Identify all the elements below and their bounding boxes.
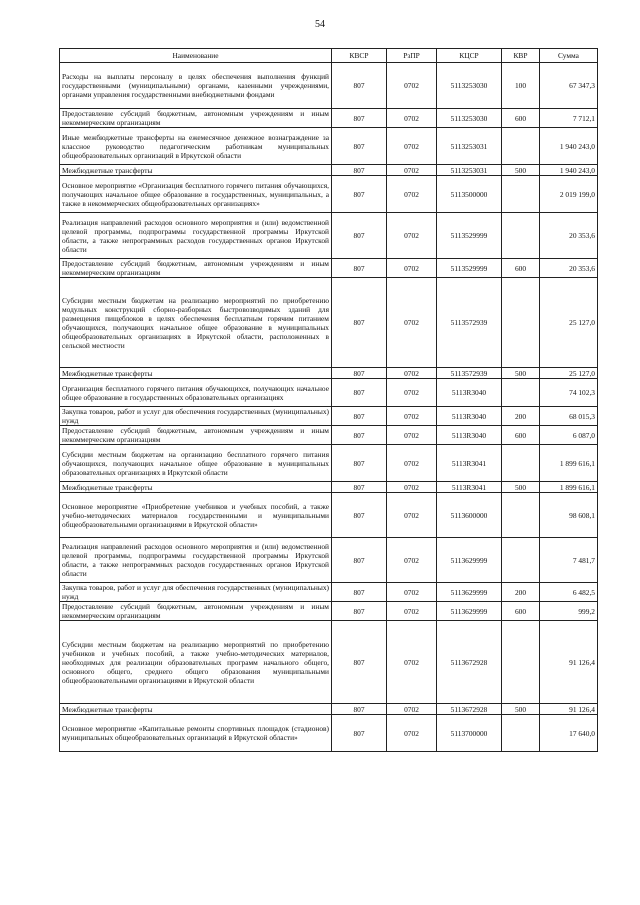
table-row	[60, 278, 598, 368]
cell-name: Предоставление субсидий бюджетным, автономным учреждениям и иным некоммерческим организациям	[60, 259, 332, 278]
cell-sum: 74 102,3	[540, 379, 598, 407]
cell-name: Реализация направлений расходов основного мероприятия и (или) ведомственной целевой программы, подпрограммы государственной программы Иркутской области, а также непрограммных расходов государственных органов Иркутской области	[60, 538, 332, 583]
cell-kvr	[502, 715, 540, 752]
cell-name: Межбюджетные трансферты	[60, 165, 332, 176]
cell-sum: 6 087,0	[540, 426, 598, 445]
header-sum: Сумма	[540, 49, 598, 63]
cell-rzpr: 0702	[387, 407, 437, 426]
table-row	[60, 368, 598, 379]
cell-kvr: 200	[502, 407, 540, 426]
cell-name: Межбюджетные трансферты	[60, 368, 332, 379]
cell-kvsr: 807	[332, 445, 387, 482]
cell-sum: 25 127,0	[540, 368, 598, 379]
table-body	[60, 63, 598, 752]
cell-kvsr: 807	[332, 715, 387, 752]
table-row	[60, 407, 598, 426]
cell-rzpr: 0702	[387, 621, 437, 704]
table-row	[60, 538, 598, 583]
header-kvsr: КВСР	[332, 49, 387, 63]
cell-name: Расходы на выплаты персоналу в целях обеспечения выполнения функций государственными (муниципальными) органами, казенными учреждениями, органами управления государственными внебюджетными фондами	[60, 63, 332, 109]
cell-kvr	[502, 493, 540, 538]
table-header-row	[60, 49, 598, 63]
cell-sum: 1 940 243,0	[540, 165, 598, 176]
cell-kvr: 600	[502, 109, 540, 128]
table-row	[60, 109, 598, 128]
cell-rzpr: 0702	[387, 368, 437, 379]
cell-kvsr: 807	[332, 482, 387, 493]
cell-kvsr: 807	[332, 259, 387, 278]
cell-sum: 98 608,1	[540, 493, 598, 538]
table-row	[60, 621, 598, 704]
cell-kvr: 500	[502, 368, 540, 379]
cell-name: Основное мероприятие «Приобретение учебников и учебных пособий, а также учебно-методических материалов государственными и муниципальными общеобразовательными организациями в Иркутской области»	[60, 493, 332, 538]
cell-kvsr: 807	[332, 426, 387, 445]
cell-sum: 20 353,6	[540, 259, 598, 278]
cell-kvsr: 807	[332, 704, 387, 715]
cell-rzpr: 0702	[387, 493, 437, 538]
cell-sum: 68 015,3	[540, 407, 598, 426]
cell-kcsr: 5113572939	[437, 368, 502, 379]
cell-rzpr: 0702	[387, 445, 437, 482]
cell-kvr	[502, 128, 540, 165]
cell-name: Закупка товаров, работ и услуг для обеспечения государственных (муниципальных) нужд	[60, 407, 332, 426]
cell-kvr: 200	[502, 583, 540, 602]
cell-kcsr: 5113253031	[437, 128, 502, 165]
cell-kcsr: 5113R3040	[437, 407, 502, 426]
cell-rzpr: 0702	[387, 426, 437, 445]
table-row	[60, 445, 598, 482]
cell-kvr: 100	[502, 63, 540, 109]
page-number: 54	[315, 19, 325, 30]
cell-kvr	[502, 538, 540, 583]
cell-name: Предоставление субсидий бюджетным, автономным учреждениям и иным некоммерческим организациям	[60, 109, 332, 128]
cell-kvr	[502, 278, 540, 368]
cell-kvsr: 807	[332, 493, 387, 538]
cell-kvsr: 807	[332, 368, 387, 379]
cell-kvr	[502, 379, 540, 407]
table-row	[60, 128, 598, 165]
cell-kvsr: 807	[332, 407, 387, 426]
cell-name: Иные межбюджетные трансферты на ежемесячное денежное вознаграждение за классное руководство педагогическим работникам муниципальных общеобразовательных организаций в Иркутской области	[60, 128, 332, 165]
cell-kcsr: 5113672928	[437, 621, 502, 704]
cell-rzpr: 0702	[387, 602, 437, 621]
cell-name: Закупка товаров, работ и услуг для обеспечения государственных (муниципальных) нужд	[60, 583, 332, 602]
cell-rzpr: 0702	[387, 583, 437, 602]
table-row	[60, 715, 598, 752]
cell-sum: 1 899 616,1	[540, 482, 598, 493]
cell-sum: 2 019 199,0	[540, 176, 598, 213]
cell-kvsr: 807	[332, 583, 387, 602]
table-row	[60, 426, 598, 445]
cell-sum: 91 126,4	[540, 621, 598, 704]
cell-kcsr: 5113253030	[437, 109, 502, 128]
table-row	[60, 213, 598, 259]
header-rzpr: РзПР	[387, 49, 437, 63]
cell-sum: 7 481,7	[540, 538, 598, 583]
cell-kcsr: 5113253030	[437, 63, 502, 109]
cell-rzpr: 0702	[387, 165, 437, 176]
cell-kvr: 500	[502, 704, 540, 715]
cell-name: Межбюджетные трансферты	[60, 482, 332, 493]
cell-kvr: 500	[502, 165, 540, 176]
cell-rzpr: 0702	[387, 278, 437, 368]
cell-kvr: 500	[502, 482, 540, 493]
cell-kcsr: 5113529999	[437, 259, 502, 278]
cell-rzpr: 0702	[387, 213, 437, 259]
cell-kcsr: 5113500000	[437, 176, 502, 213]
cell-kvsr: 807	[332, 379, 387, 407]
cell-kcsr: 5113629999	[437, 583, 502, 602]
cell-kvsr: 807	[332, 621, 387, 704]
cell-kvr	[502, 176, 540, 213]
cell-kvr	[502, 445, 540, 482]
cell-kcsr: 5113700000	[437, 715, 502, 752]
cell-name: Реализация направлений расходов основного мероприятия и (или) ведомственной целевой программы, подпрограммы государственной программы Иркутской области, а также непрограммных расходов государственных органов Иркутской области	[60, 213, 332, 259]
table-row	[60, 602, 598, 621]
cell-sum: 999,2	[540, 602, 598, 621]
cell-name: Основное мероприятие «Капитальные ремонты спортивных площадок (стадионов) муниципальных общеобразовательных организаций в Иркутской области»	[60, 715, 332, 752]
cell-rzpr: 0702	[387, 63, 437, 109]
cell-kvsr: 807	[332, 213, 387, 259]
cell-sum: 17 640,0	[540, 715, 598, 752]
cell-rzpr: 0702	[387, 128, 437, 165]
cell-kcsr: 5113629999	[437, 538, 502, 583]
cell-name: Предоставление субсидий бюджетным, автономным учреждениям и иным некоммерческим организациям	[60, 426, 332, 445]
cell-kvsr: 807	[332, 278, 387, 368]
cell-sum: 25 127,0	[540, 278, 598, 368]
cell-kvsr: 807	[332, 176, 387, 213]
cell-kcsr: 5113572939	[437, 278, 502, 368]
cell-name: Основное мероприятие «Организация бесплатного горячего питания обучающихся, получающих начальное общее образование в государственных, муниципальных, а также в некоммерческих общеобразовательных организациях»	[60, 176, 332, 213]
cell-rzpr: 0702	[387, 704, 437, 715]
table-row	[60, 176, 598, 213]
cell-kcsr: 5113529999	[437, 213, 502, 259]
cell-sum: 1 899 616,1	[540, 445, 598, 482]
cell-kcsr: 5113600000	[437, 493, 502, 538]
cell-rzpr: 0702	[387, 109, 437, 128]
cell-kcsr: 5113R3040	[437, 426, 502, 445]
table-row	[60, 165, 598, 176]
table-row	[60, 379, 598, 407]
cell-sum: 7 712,1	[540, 109, 598, 128]
cell-sum: 20 353,6	[540, 213, 598, 259]
table-row	[60, 482, 598, 493]
cell-kvr: 600	[502, 259, 540, 278]
cell-name: Организация бесплатного горячего питания обучающихся, получающих начальное общее образование в государственных образовательных организациях	[60, 379, 332, 407]
table-row	[60, 259, 598, 278]
cell-kvsr: 807	[332, 538, 387, 583]
cell-kcsr: 5113629999	[437, 602, 502, 621]
cell-sum: 67 347,3	[540, 63, 598, 109]
cell-name: Субсидии местным бюджетам на организацию бесплатного горячего питания обучающихся, получающих начальное общее образование в муниципальных образовательных организациях в Иркутской области	[60, 445, 332, 482]
cell-kvr: 600	[502, 602, 540, 621]
table-row	[60, 493, 598, 538]
cell-sum: 1 940 243,0	[540, 128, 598, 165]
cell-name: Субсидии местным бюджетам на реализацию мероприятий по приобретению модульных конструкций сборно-разборных быстровозводимых зданий для размещения пищеблоков в целях обеспечения бесплатным горячим питанием обучающихся, получающих начальное общее образование в муниципальных общеобразовательных организациях в Иркутской области, расположенных в сельской местности	[60, 278, 332, 368]
cell-rzpr: 0702	[387, 259, 437, 278]
cell-rzpr: 0702	[387, 538, 437, 583]
cell-kvsr: 807	[332, 63, 387, 109]
cell-rzpr: 0702	[387, 176, 437, 213]
table-row	[60, 704, 598, 715]
cell-name: Субсидии местным бюджетам на реализацию мероприятий по приобретению учебников и учебных пособий, а также учебно-методических материалов, необходимых для реализации образовательных программ начального общего, основного общего, среднего общего образования муниципальными общеобразовательными организациями в Иркутской области	[60, 621, 332, 704]
cell-rzpr: 0702	[387, 482, 437, 493]
cell-rzpr: 0702	[387, 715, 437, 752]
cell-sum: 6 482,5	[540, 583, 598, 602]
budget-table	[59, 48, 598, 752]
header-kvr: КВР	[502, 49, 540, 63]
cell-name: Предоставление субсидий бюджетным, автономным учреждениям и иным некоммерческим организациям	[60, 602, 332, 621]
table-row	[60, 583, 598, 602]
cell-name: Межбюджетные трансферты	[60, 704, 332, 715]
header-name: Наименование	[60, 49, 332, 63]
header-kcsr: КЦСР	[437, 49, 502, 63]
cell-kvsr: 807	[332, 109, 387, 128]
cell-kcsr: 5113672928	[437, 704, 502, 715]
cell-kcsr: 5113R3041	[437, 482, 502, 493]
cell-kvr: 600	[502, 426, 540, 445]
cell-kvsr: 807	[332, 128, 387, 165]
cell-kvr	[502, 213, 540, 259]
cell-kcsr: 5113253031	[437, 165, 502, 176]
table-row	[60, 63, 598, 109]
cell-kcsr: 5113R3041	[437, 445, 502, 482]
cell-kvr	[502, 621, 540, 704]
cell-kvsr: 807	[332, 602, 387, 621]
cell-sum: 91 126,4	[540, 704, 598, 715]
cell-rzpr: 0702	[387, 379, 437, 407]
cell-kcsr: 5113R3040	[437, 379, 502, 407]
cell-kvsr: 807	[332, 165, 387, 176]
